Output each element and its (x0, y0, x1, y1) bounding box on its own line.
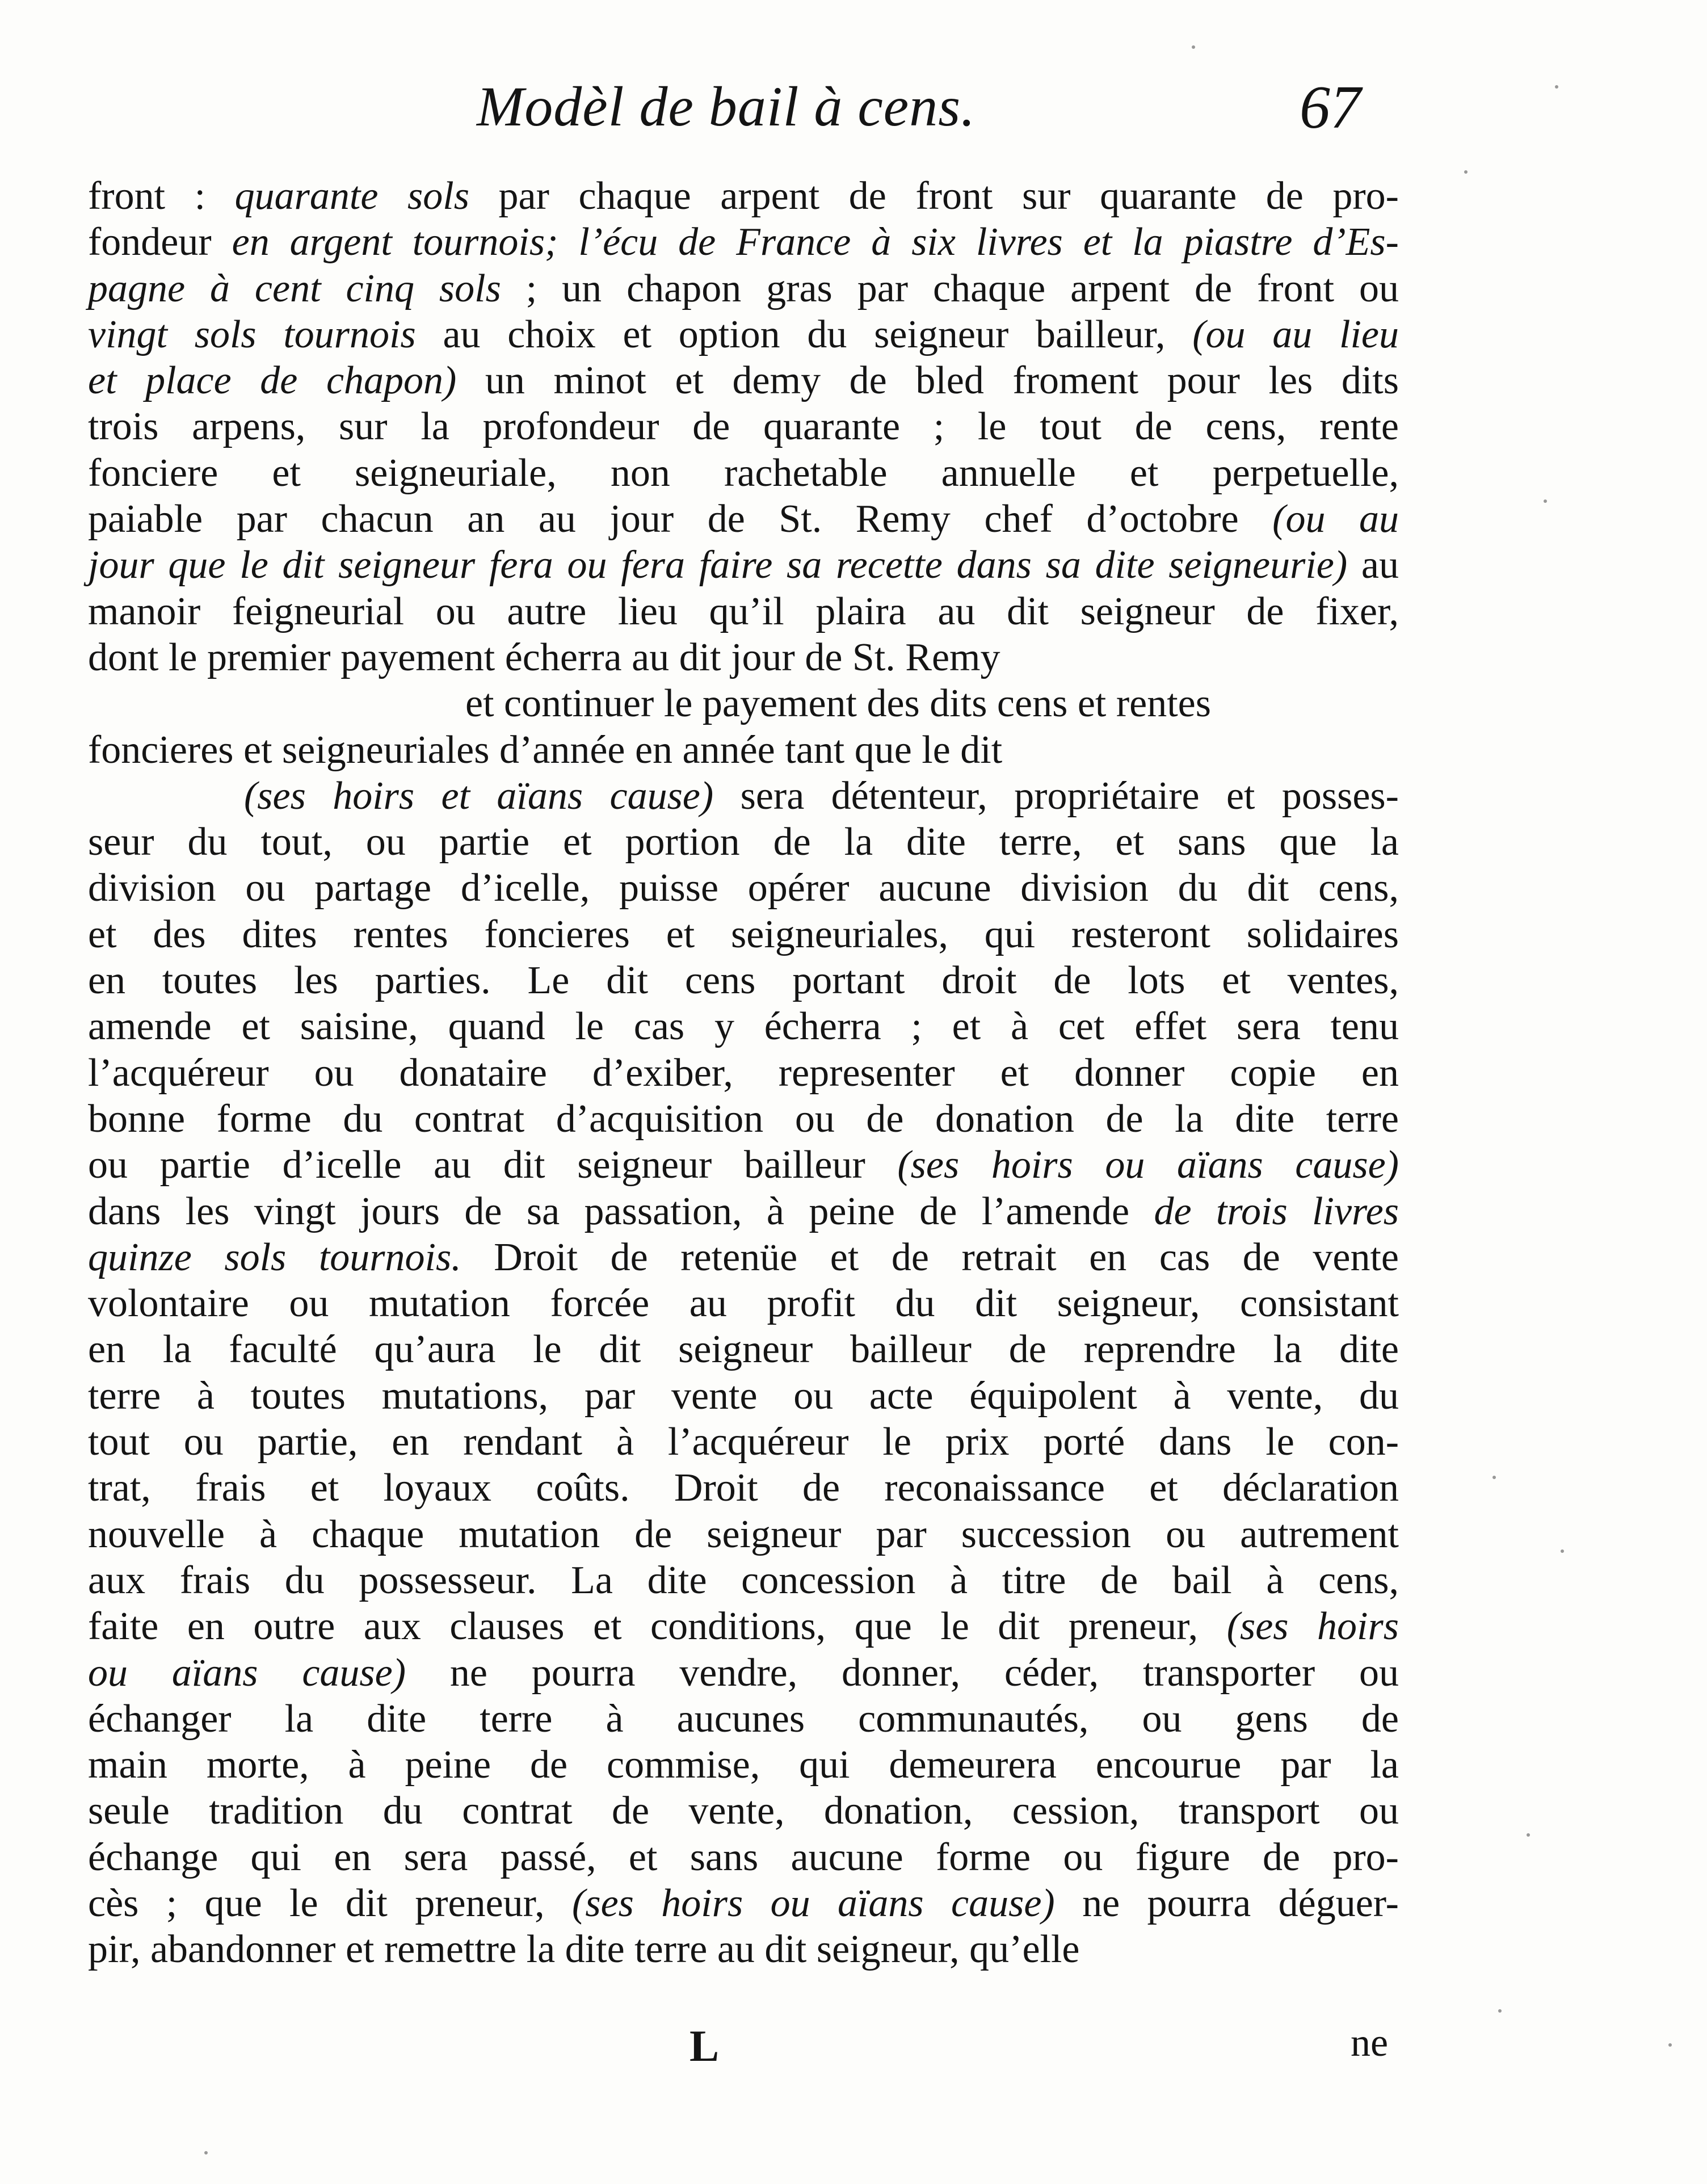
text-line (88, 1557, 1399, 1603)
text-line (88, 1188, 1399, 1234)
text-line (88, 727, 1399, 773)
text-run: fondeur (88, 220, 232, 264)
text-run: seule tradition du contrat de vente, donation, cession, transport ou (88, 1789, 1399, 1833)
text-run: tout ou partie, en rendant à l’acquéreur le prix porté dans le con- (88, 1420, 1399, 1464)
text-run: main morte, à peine de commise, qui demeurera encourue par la (88, 1743, 1399, 1787)
italic-run: quinze sols tournois. (88, 1235, 461, 1279)
text-run: en toutes les parties. Le dit cens portant droit de lots et ventes, (88, 959, 1399, 1003)
text-run: aux frais du possesseur. La dite concession à titre de bail à cens, (88, 1558, 1399, 1602)
text-line (88, 957, 1399, 1003)
italic-run: (ses hoirs (1226, 1605, 1399, 1649)
italic-run: (ses hoirs et aïans cause) (244, 774, 714, 818)
text-line (88, 1880, 1399, 1926)
text-line (88, 173, 1399, 219)
italic-run: quarante sols (234, 174, 469, 218)
body-text (88, 173, 1399, 1973)
text-line (88, 450, 1399, 496)
text-line (88, 1926, 1399, 1972)
text-run: échange qui en sera passé, et sans aucune forme ou figure de pro- (88, 1835, 1399, 1879)
text-line (88, 1096, 1399, 1142)
page-number: 67 (1300, 74, 1361, 141)
text-run: fonciere et seigneuriale, non rachetable annuelle et perpetuelle, (88, 451, 1399, 495)
text-line (88, 266, 1399, 312)
text-line (88, 1003, 1399, 1049)
text-line (88, 819, 1399, 865)
italic-run: en argent tournois; l’écu de France à six livres et la piastre d’Es- (232, 220, 1399, 264)
text-run: ; un chapon gras par chaque arpent de front ou (501, 266, 1399, 310)
text-line (88, 496, 1399, 542)
text-run: front : (88, 174, 235, 218)
text-line (88, 1373, 1399, 1419)
catchword: ne (1351, 2021, 1389, 2065)
text-run: nouvelle à chaque mutation de seigneur par succession ou autrement (88, 1512, 1399, 1556)
text-line (88, 219, 1399, 265)
text-line (88, 1696, 1399, 1742)
text-run: terre à toutes mutations, par vente ou acte équipolent à vente, du (88, 1374, 1399, 1418)
italic-run: (ses hoirs ou aïans cause) (572, 1881, 1055, 1925)
text-run: seur du tout, ou partie et portion de la dite terre, et sans que la (88, 820, 1399, 864)
text-run: ne pourra déguer- (1054, 1881, 1399, 1925)
text-line (88, 542, 1399, 588)
text-line (88, 1234, 1399, 1280)
text-run: en la faculté qu’aura le dit seigneur bailleur de reprendre la dite (88, 1328, 1399, 1372)
text-line (88, 1742, 1399, 1788)
text-line (88, 1050, 1399, 1096)
italic-run: de trois livres (1154, 1189, 1399, 1233)
text-line (88, 1465, 1399, 1511)
text-run: division ou partage d’icelle, puisse opérer aucune division du dit cens, (88, 866, 1399, 910)
text-run: trat, frais et loyaux coûts. Droit de reconaissance et déclaration (88, 1466, 1399, 1510)
italic-run: pagne à cent cinq sols (88, 266, 501, 310)
text-line (88, 1834, 1399, 1880)
running-head: Modèl de bail à cens. (477, 75, 976, 138)
text-run: au choix et option du seigneur bailleur, (415, 312, 1193, 356)
text-run: ne pourra vendre, donner, céder, transporter ou (406, 1650, 1399, 1695)
text-run: pir, abandonner et remettre la dite terre au dit seigneur, qu’elle (88, 1927, 1080, 1972)
text-line (88, 1650, 1399, 1696)
text-line (88, 1511, 1399, 1557)
italic-run: vingt sols tournois (88, 312, 416, 356)
text-line (88, 404, 1399, 450)
signature-mark: L (689, 2021, 720, 2070)
text-run: amende et saisine, quand le cas y écherra ; et à cet effet sera tenu (88, 1005, 1399, 1049)
text-run: sera détenteur, propriétaire et posses- (713, 774, 1399, 818)
text-line (88, 865, 1399, 911)
text-run: ou partie d’icelle au dit seigneur bailleur (88, 1143, 898, 1187)
text-line (88, 1142, 1399, 1188)
text-run: et continuer le payement des dits cens et rentes (465, 682, 1211, 726)
italic-run: (ses hoirs ou aïans cause) (897, 1143, 1399, 1187)
text-run: bonne forme du contrat d’acquisition ou de donation de la dite terre (88, 1097, 1399, 1141)
text-run: dont le premier payement écherra au dit jour de St. Remy (88, 635, 1000, 679)
text-run: manoir feigneurial ou autre lieu qu’il plaira au dit seigneur de fixer, (88, 589, 1399, 633)
text-run: au (1347, 543, 1399, 587)
italic-run: (ou au lieu (1192, 312, 1399, 356)
text-run: échanger la dite terre à aucunes communautés, ou gens de (88, 1696, 1399, 1741)
text-line (88, 589, 1399, 635)
text-line (88, 773, 1399, 819)
text-run: dans les vingt jours de sa passation, à peine de l’amende (88, 1189, 1154, 1233)
page-header (0, 62, 1707, 159)
text-run: foncieres et seigneuriales d’année en année tant que le dit (88, 728, 1003, 772)
text-run: l’acquéreur ou donataire d’exiber, representer et donner copie en (88, 1051, 1399, 1095)
text-line (88, 1419, 1399, 1465)
text-run: paiable par chacun an au jour de St. Remy chef d’octobre (88, 497, 1273, 541)
text-line (88, 312, 1399, 358)
text-run: faite en outre aux clauses et conditions, que le dit preneur, (88, 1605, 1227, 1649)
text-run: Droit de retenüe et de retrait en cas de vente (461, 1235, 1399, 1279)
text-run: volontaire ou mutation forcée au profit du dit seigneur, consistant (88, 1282, 1399, 1326)
italic-run: jour que le dit seigneur fera ou fera faire sa recette dans sa dite seigneurie) (88, 543, 1348, 587)
text-run: un minot et demy de bled froment pour les dits (456, 359, 1399, 403)
text-run: par chaque arpent de front sur quarante de pro- (469, 174, 1399, 218)
text-line (88, 1603, 1399, 1649)
italic-run: et place de chapon) (88, 359, 457, 403)
text-run: trois arpens, sur la profondeur de quarante ; le tout de cens, rente (88, 405, 1399, 449)
text-run: cès ; que le dit preneur, (88, 1881, 573, 1925)
text-run: et des dites rentes foncieres et seigneuriales, qui resteront solidaires (88, 912, 1399, 956)
italic-run: ou aïans cause) (88, 1650, 406, 1695)
text-line (88, 681, 1399, 726)
text-line (88, 912, 1399, 957)
italic-run: (ou au (1272, 497, 1399, 541)
text-line (88, 635, 1399, 681)
text-line (88, 1280, 1399, 1326)
text-line (88, 358, 1399, 404)
text-line (88, 1788, 1399, 1834)
text-line (88, 1326, 1399, 1372)
